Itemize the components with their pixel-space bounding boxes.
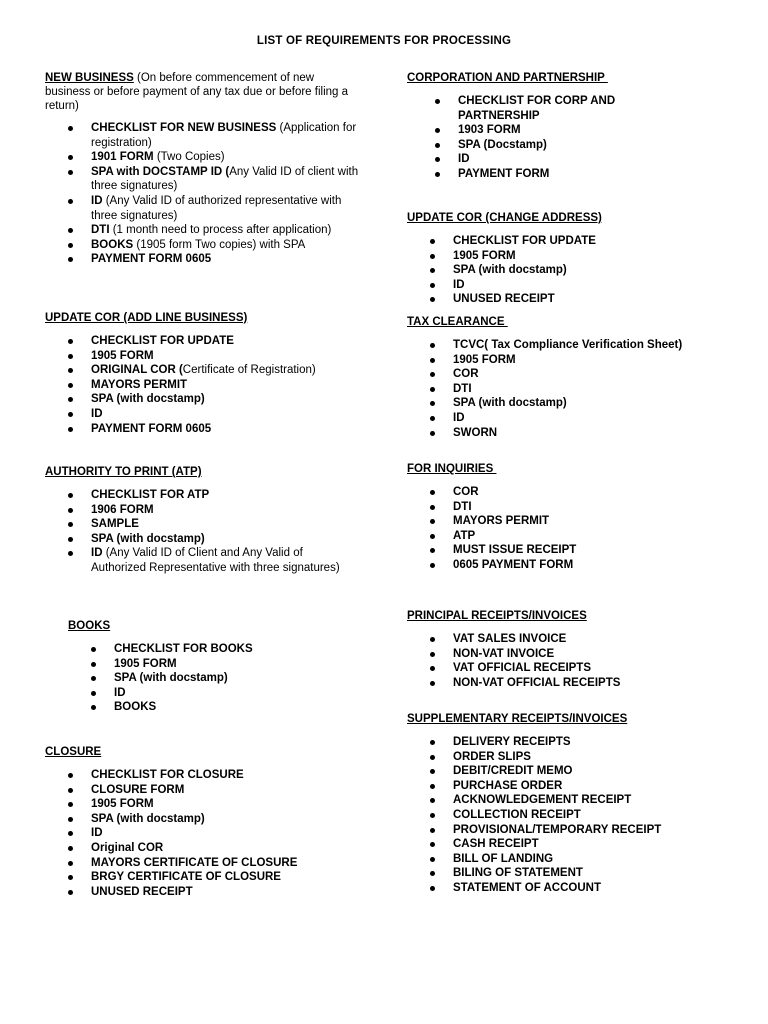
item-label: MAYORS PERMIT [453,515,550,528]
bullet-icon [430,755,435,760]
list-item [45,121,360,150]
bullet-icon [91,705,96,710]
list-item [407,485,737,500]
bullet-icon [435,128,440,133]
bullet-icon [430,681,435,686]
list-item [407,837,737,852]
item-label: UNUSED RECEIPT [453,293,555,306]
item-label: 1906 FORM [91,503,154,516]
list-item [407,529,737,544]
requirements-list [45,334,375,436]
list-item [68,700,368,715]
item-note: (1 month need to process after application) [109,224,332,237]
section-heading: BOOKS [68,620,111,632]
list-item [68,686,368,701]
item-label: 1905 FORM [453,353,516,366]
item-label: 1905 FORM [453,249,516,262]
list-item [407,852,737,867]
list-item [45,349,375,364]
bullet-icon [68,802,73,807]
bullet-icon [68,354,73,359]
list-item [407,808,737,823]
section-atp [45,465,360,576]
item-note: (Two Copies) [153,151,225,164]
section-closure [45,745,375,899]
item-label: PROVISIONAL/TEMPORARY RECEIPT [453,823,662,836]
item-label: UNUSED RECEIPT [91,885,193,898]
list-item [45,503,360,518]
list-item [68,671,368,686]
bullet-icon [68,522,73,527]
item-label: ID [91,407,103,420]
section-heading: PRINCIPAL RECEIPTS/INVOICES [407,610,587,622]
bullet-icon [430,490,435,495]
bullet-icon [430,637,435,642]
bullet-icon [91,647,96,652]
bullet-icon [68,551,73,556]
bullet-icon [68,773,73,778]
item-label: SPA (with docstamp) [91,532,205,545]
item-label: CHECKLIST FOR BOOKS [114,643,253,655]
list-item [407,779,737,794]
item-note: Certificate of Registration) [182,364,316,377]
item-label: BILING OF STATEMENT [453,867,583,880]
list-item [407,632,737,647]
bullet-icon [435,143,440,148]
bullet-icon [435,172,440,177]
list-item [407,881,737,896]
bullet-icon [430,534,435,539]
list-item [407,123,662,138]
requirements-list [45,121,360,267]
section-heading: UPDATE COR (ADD LINE BUSINESS) [45,312,248,324]
list-item [407,396,707,411]
list-item [407,866,737,881]
item-label: ID [453,411,465,424]
list-item [45,856,375,871]
bullet-icon [430,254,435,259]
list-item [407,558,737,573]
list-item [45,885,375,900]
bullet-icon [430,828,435,833]
item-label: ID [458,153,470,166]
bullet-icon [435,157,440,162]
bullet-icon [430,239,435,244]
item-label: ID [453,278,465,291]
list-item [45,165,360,194]
item-label: CHECKLIST FOR UPDATE [453,235,596,247]
list-item [407,94,662,123]
list-item [68,642,368,657]
bullet-icon [68,339,73,344]
item-label: DTI [453,500,472,513]
list-item [45,363,375,378]
list-item [407,152,662,167]
item-label: MAYORS PERMIT [91,378,188,391]
item-label: SWORN [453,426,498,439]
list-item [407,278,737,293]
item-label: SPA (with docstamp) [91,812,205,825]
item-label: Original COR [91,841,164,854]
bullet-icon [430,563,435,568]
section-update-cor-address [407,211,737,307]
bullet-icon [430,401,435,406]
list-item [407,543,737,558]
section-heading: UPDATE COR (CHANGE ADDRESS) [407,212,602,224]
bullet-icon [68,257,73,262]
item-label: CHECKLIST FOR CORP AND PARTNERSHIP [458,95,616,122]
list-item [45,517,360,532]
bullet-icon [68,788,73,793]
list-item [407,426,707,441]
list-item [407,338,707,353]
bullet-icon [430,387,435,392]
list-item [407,167,662,182]
item-label: MUST ISSUE RECEIPT [453,544,577,557]
list-item [45,546,360,575]
item-label: ID [91,194,103,207]
list-item [45,783,375,798]
list-item [45,194,360,223]
list-item [407,138,662,153]
item-label: BOOKS [114,701,157,714]
section-update-cor-line [45,311,375,436]
item-label: PAYMENT FORM 0605 [91,422,212,435]
item-label: SPA with DOCSTAMP ID ( [91,165,230,178]
bullet-icon [430,268,435,273]
item-label: 1905 FORM [114,657,177,670]
section-principal-receipts [407,609,737,690]
item-label: BRGY CERTIFICATE OF CLOSURE [91,871,281,884]
list-item [407,411,707,426]
bullet-icon [68,427,73,432]
bullet-icon [430,372,435,377]
list-item [45,422,375,437]
item-label: DEBIT/CREDIT MEMO [453,765,573,778]
item-label: NON-VAT OFFICIAL RECEIPTS [453,676,621,689]
item-label: 1905 FORM [91,798,154,811]
item-label: DTI [91,224,110,237]
item-label: ORIGINAL COR ( [91,364,183,377]
bullet-icon [68,412,73,417]
bullet-icon [68,368,73,373]
list-item [407,382,707,397]
bullet-icon [68,537,73,542]
item-label: CHECKLIST FOR UPDATE [91,335,234,347]
bullet-icon [430,813,435,818]
list-item [45,768,375,783]
bullet-icon [430,857,435,862]
section-heading: SUPPLEMENTARY RECEIPTS/INVOICES [407,713,628,725]
bullet-icon [91,676,96,681]
list-item [45,797,375,812]
list-item [407,514,737,529]
section-heading: CLOSURE [45,746,102,758]
bullet-icon [68,383,73,388]
item-label: SPA (with docstamp) [453,397,567,410]
list-item [407,292,737,307]
item-label: 1903 FORM [458,124,521,137]
list-item [45,150,360,165]
item-label: STATEMENT OF ACCOUNT [453,881,601,894]
section-heading-label: NEW BUSINESS [45,72,134,84]
item-label: ID [114,686,126,699]
bullet-icon [430,871,435,876]
bullet-icon [430,297,435,302]
bullet-icon [68,493,73,498]
section-tax-clearance [407,315,707,440]
requirements-list [407,632,737,690]
item-label: CASH RECEIPT [453,838,539,851]
item-label: BILL OF LANDING [453,852,554,865]
bullet-icon [430,666,435,671]
item-label: COR [453,368,479,381]
bullet-icon [91,691,96,696]
list-item [407,661,737,676]
list-item [407,647,737,662]
section-corporation [407,71,662,182]
bullet-icon [68,228,73,233]
list-item [407,676,737,691]
list-item [407,249,737,264]
item-label: ATP [453,529,476,542]
item-note: (Any Valid ID of authorized representative with three signatures) [91,194,342,222]
bullet-icon [68,126,73,131]
list-item [407,234,737,249]
list-item [45,238,360,253]
bullet-icon [91,662,96,667]
list-item [407,750,737,765]
bullet-icon [430,652,435,657]
bullet-icon [430,505,435,510]
list-item [45,334,375,349]
list-item [45,826,375,841]
section-heading: FOR INQUIRIES [407,463,497,475]
bullet-icon [430,519,435,524]
item-label: SPA (Docstamp) [458,138,547,151]
item-label: 1905 FORM [91,349,154,362]
item-label: PAYMENT FORM [458,167,550,180]
section-heading [45,71,360,113]
bullet-icon [430,548,435,553]
list-item [68,657,368,672]
bullet-icon [68,155,73,160]
requirements-list [45,768,375,899]
item-label: SAMPLE [91,518,139,531]
bullet-icon [68,846,73,851]
bullet-icon [430,343,435,348]
bullet-icon [68,890,73,895]
bullet-icon [68,875,73,880]
list-item [407,353,707,368]
item-label: COLLECTION RECEIPT [453,808,581,821]
bullet-icon [68,170,73,175]
requirements-list [45,488,360,576]
section-heading: TAX CLEARANCE [407,316,508,328]
item-label: 0605 PAYMENT FORM [453,558,574,571]
item-label: BOOKS [91,238,134,251]
item-label: CLOSURE FORM [91,783,185,796]
list-item [45,841,375,856]
item-label: SPA (with docstamp) [114,672,228,685]
item-label: COR [453,486,479,498]
section-supplementary-receipts [407,712,737,896]
list-item [407,793,737,808]
item-label: VAT OFFICIAL RECEIPTS [453,662,592,675]
bullet-icon [68,199,73,204]
item-label: ID [91,547,103,560]
item-label: SPA (with docstamp) [453,264,567,277]
item-label: ORDER SLIPS [453,750,531,763]
list-item [407,764,737,779]
requirements-list [407,234,737,307]
list-item [45,488,360,503]
bullet-icon [430,358,435,363]
section-inquiries [407,462,737,573]
item-label: SPA (with docstamp) [91,393,205,406]
item-label: DELIVERY RECEIPTS [453,736,571,748]
list-item [45,223,360,238]
section-books [68,619,368,715]
bullet-icon [68,861,73,866]
requirements-list [68,642,368,715]
list-item [45,392,375,407]
item-label: VAT SALES INVOICE [453,633,567,645]
section-new-business [45,71,360,267]
page-title: LIST OF REQUIREMENTS FOR PROCESSING [256,35,512,47]
bullet-icon [435,99,440,104]
item-note: Any Valid ID of client with three signatures) [91,165,359,193]
item-label: CHECKLIST FOR ATP [91,489,210,501]
item-label: MAYORS CERTIFICATE OF CLOSURE [91,856,298,869]
item-note: (Application for registration) [91,122,357,149]
item-label: PAYMENT FORM 0605 [91,253,212,266]
bullet-icon [68,831,73,836]
bullet-icon [68,243,73,248]
list-item [407,823,737,838]
bullet-icon [68,397,73,402]
list-item [407,500,737,515]
bullet-icon [430,283,435,288]
bullet-icon [68,817,73,822]
item-label: NON-VAT INVOICE [453,647,555,660]
requirements-list [407,485,737,573]
item-label: ACKNOWLEDGEMENT RECEIPT [453,794,632,807]
requirements-list [407,94,662,182]
list-item [45,870,375,885]
item-label: DTI [453,382,472,395]
item-note: (Any Valid ID of Client and Any Valid of Authorized Representative with three signatures) [91,547,340,574]
item-label: ID [91,827,103,840]
bullet-icon [430,798,435,803]
item-label: CHECKLIST FOR CLOSURE [91,769,244,781]
list-item [45,532,360,547]
section-heading-note: (On before commencement of new business or before payment of any tax due or before filing a return) [45,72,349,112]
item-note: (1905 form Two copies) with SPA [133,238,306,251]
requirements-list [407,735,737,896]
bullet-icon [430,431,435,436]
bullet-icon [430,886,435,891]
list-item [407,263,737,278]
bullet-icon [430,769,435,774]
item-label: CHECKLIST FOR NEW BUSINESS [91,122,277,134]
list-item [407,367,707,382]
bullet-icon [430,740,435,745]
section-heading: AUTHORITY TO PRINT (ATP) [45,466,202,478]
item-label: PURCHASE ORDER [453,779,563,792]
bullet-icon [430,842,435,847]
list-item [45,407,375,422]
item-label: TCVC( Tax Compliance Verification Sheet) [453,339,683,351]
section-heading: CORPORATION AND PARTNERSHIP [407,72,608,84]
list-item [45,812,375,827]
bullet-icon [430,416,435,421]
list-item [45,252,360,267]
bullet-icon [430,784,435,789]
requirements-list [407,338,707,440]
list-item [407,735,737,750]
bullet-icon [68,508,73,513]
list-item [45,378,375,393]
item-label: 1901 FORM [91,151,154,164]
